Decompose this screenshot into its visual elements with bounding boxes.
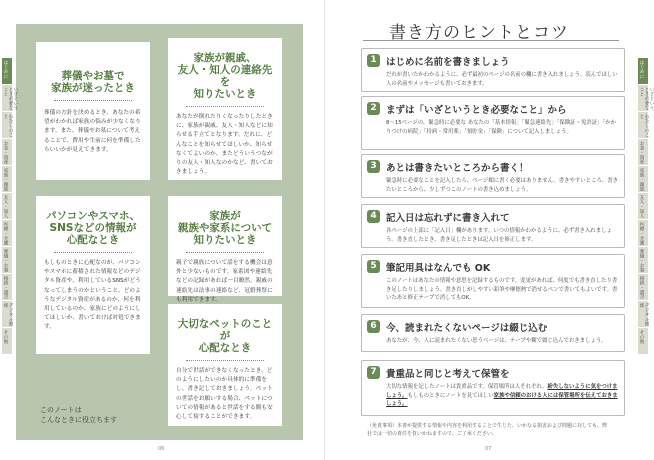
tip-heading: 今、読まれたくないページは綴じ込む	[386, 323, 548, 334]
page-number-left: 06	[158, 446, 165, 452]
divider	[54, 252, 132, 253]
tab-label: 医療・介護	[3, 222, 8, 245]
tip-4	[361, 204, 625, 248]
tip-text-emphasis: 紛失しないように気をつけましょう。	[386, 384, 618, 399]
tip-number: 4	[367, 210, 380, 223]
tab-label: 相続・遺言	[639, 276, 644, 299]
tab-label: わたしのこと	[639, 114, 649, 137]
tab-label: 友人・知人	[3, 195, 8, 218]
tab-label: 葬儀・お墓	[639, 249, 644, 272]
card-title: 家族が 親族や家系について 知りたいとき	[177, 210, 273, 246]
tab-digital[interactable]	[2, 301, 12, 328]
tip-heading: はじめに名前を書きましょう	[386, 57, 510, 68]
tab-medical[interactable]	[638, 220, 648, 247]
tab-me[interactable]	[2, 112, 12, 139]
tab-funeral[interactable]	[2, 247, 12, 274]
right-page	[325, 0, 654, 460]
divider	[186, 360, 264, 361]
tab-label: わたしのこと	[3, 114, 13, 137]
tab-label: いざというとき必要なこと	[639, 87, 654, 110]
card-funeral	[36, 42, 150, 180]
tip-heading: 筆記用具はなんでも OK	[386, 263, 491, 274]
card-title: 葬儀やお墓で 家族が迷ったとき	[51, 70, 135, 94]
tip-text: だれが書いたかわかるように、必ず最初のページの名前の欄に書き入れましょう。読んでほしい人の名前やメッセージも書いておきます。	[386, 72, 618, 87]
tip-3	[361, 154, 625, 198]
page-title: 書き方のヒントとコツ	[389, 23, 569, 43]
card-title: 家族が親戚、 友人・知人の連絡先を 知りたいとき	[177, 52, 273, 100]
tab-other[interactable]	[638, 328, 648, 355]
left-caption: このノートは こんなときに役立ちます	[40, 406, 117, 424]
tab-label: その他	[3, 330, 8, 344]
page-number-right: 07	[485, 446, 492, 452]
title-rule	[363, 40, 619, 41]
tab-label: 葬儀・お墓	[3, 249, 8, 272]
tip-text-part: もしものときにノートを見てほしい	[407, 392, 494, 399]
tab-emergency[interactable]	[2, 85, 18, 112]
tip-number: 3	[367, 160, 380, 173]
divider	[54, 100, 132, 101]
tab-family[interactable]	[638, 166, 648, 193]
tip-number: 5	[367, 260, 380, 273]
tip-text: 8〜15ページの、緊急時に必要な あなたの「基本情報」「緊急連絡先」「保険証・免許証」「かかりつけの病院」「持病・常用薬」「預貯金」「保険」について記入しましょう。	[386, 120, 616, 135]
left-page	[0, 0, 325, 460]
disclaimer-note: （免責事項）本書が提供する情報や内容を利用することで生じた、いかなる損害および問題に対しても、弊社では一切の責任を負いかねますので、ご了承ください。	[367, 423, 608, 437]
tab-family[interactable]	[2, 166, 12, 193]
card-family	[168, 196, 282, 303]
tab-other[interactable]	[2, 328, 12, 355]
tip-text-emphasis: 家族や信頼のおける人には保管場所を伝えておきましょう。	[386, 392, 618, 408]
tab-emergency[interactable]	[638, 85, 654, 112]
tab-intro[interactable]	[638, 58, 648, 85]
tab-friends[interactable]	[2, 193, 12, 220]
card-contacts	[168, 38, 282, 180]
tip-7	[361, 360, 625, 416]
divider	[186, 106, 264, 107]
tab-me[interactable]	[638, 112, 648, 139]
tab-label: デジタル関係	[639, 303, 649, 326]
tip-text	[386, 383, 618, 409]
tab-label: いざというとき必要なこと	[3, 87, 18, 110]
tab-label: 友人・知人	[639, 195, 644, 218]
right-side-tabs	[638, 58, 654, 355]
tab-label: その他	[639, 330, 644, 344]
tab-label: お金・資産	[3, 141, 8, 164]
tip-number: 2	[367, 102, 380, 115]
tab-label: はじめに	[639, 60, 644, 79]
card-pet	[168, 304, 282, 426]
card-body: 自分で世話ができなくなったとき、どのようにしたいのか具体的に準備をし、書き記しておきましょう。ペットの世話をお願いする場合、ペットについての情報があると世話をする側も安心して接することができます。	[176, 368, 273, 421]
card-body: 葬儀の方針を決めるとき、あなたの希望がわかれば家族の悩みが少なくなります。また、葬儀やお墓について考えることで、費用や生前に何を準備したらいいかが見えてきます。	[44, 110, 141, 153]
tab-label: 家族・親族	[3, 168, 8, 191]
tip-text: このノートはあなたの情報や意思を記録するものです。変更があれば、何度でも書き直したり書き足したりしましょう。書き直しがしやすい鉛筆や摩擦熱で消せるペンで書いてもよいです。書いたあと修正テープで消してもOK。	[386, 278, 618, 302]
tip-1	[361, 48, 625, 92]
tip-number: 1	[367, 54, 380, 67]
tab-label: 家族・親族	[639, 168, 644, 191]
tab-inheritance[interactable]	[2, 274, 12, 301]
tip-text: 各ページの上部に「記入日」欄があります。いつの情報かわかるように、必ず書き入れましょう。書き直したとき、書き足したときは記入日を修正します。	[386, 228, 612, 243]
tip-6	[361, 314, 625, 352]
card-title: パソコンやスマホ、 SNSなどの情報が 心配なとき	[45, 210, 141, 246]
tab-friends[interactable]	[638, 193, 648, 220]
tab-label: デジタル関係	[3, 303, 13, 326]
tip-text: あなたが、今、人に読まれたくない思うページは、テープや糊で綴じ込んでおきましょう。	[386, 338, 607, 344]
tab-money[interactable]	[2, 139, 12, 166]
card-body: 親子で親族について話をする機会は意外と少ないものです。家系図や連絡先などの記録があれば一目瞭然。親戚の連絡先は法事の連絡など、冠婚葬祭にも利用できます。	[176, 260, 273, 303]
tab-digital[interactable]	[638, 301, 648, 328]
left-side-tabs	[2, 58, 18, 355]
tab-label: お金・資産	[639, 141, 644, 164]
tip-text: 緊急時に必要なことを記入したら、ページ順に書く必要はありません。書きやすいところ、書きたいところから、少しずつこのノートの書き込めましょう。	[386, 178, 619, 193]
tab-inheritance[interactable]	[638, 274, 648, 301]
tip-text-part: 大切な情報を記したノートは貴重品です。保管場所は人それぞれ。	[386, 384, 548, 390]
tab-label: 相続・遺言	[3, 276, 8, 299]
tip-heading: 貴重品と同じと考えて保管を	[386, 369, 510, 380]
tip-heading: 記入日は忘れずに書き入れて	[386, 213, 510, 224]
tip-5	[361, 254, 625, 308]
tip-2	[361, 96, 625, 150]
tab-label: はじめに	[3, 60, 8, 79]
card-title: 大切なペットのことが 心配なとき	[177, 318, 273, 354]
tip-number: 6	[367, 320, 380, 333]
tab-label: 医療・介護	[639, 222, 644, 245]
divider	[186, 252, 264, 253]
tab-money[interactable]	[638, 139, 648, 166]
tab-medical[interactable]	[2, 220, 12, 247]
tab-intro[interactable]	[2, 58, 12, 85]
tip-number: 7	[367, 366, 380, 379]
tab-funeral[interactable]	[638, 247, 648, 274]
card-body: もしものときに心配なのが、パソコンやスマホに蓄積された情報などのデジタル資産や、利用しているSNSがどうなってしまうのかということ。どのようなデジタル資産があるのか、何を利用しているのか、家族にどのようにしてほしいか、書いておけば対処できます。	[44, 260, 141, 331]
tip-heading: あとは書きたいところから書く！	[386, 163, 529, 174]
card-body: あなたが倒れたりくなったりしたときに、家族が親戚、友人・知人などに知らせる手立てとなります。だれに、どんなことを知らせてほしいか、知らせなくてよいのか、またどういうつながりの友人・知人なのかなど、書いておきましょう。	[176, 114, 273, 176]
card-digital	[36, 196, 150, 354]
tip-heading: まずは「いざというとき必要なこと」から	[386, 105, 567, 116]
